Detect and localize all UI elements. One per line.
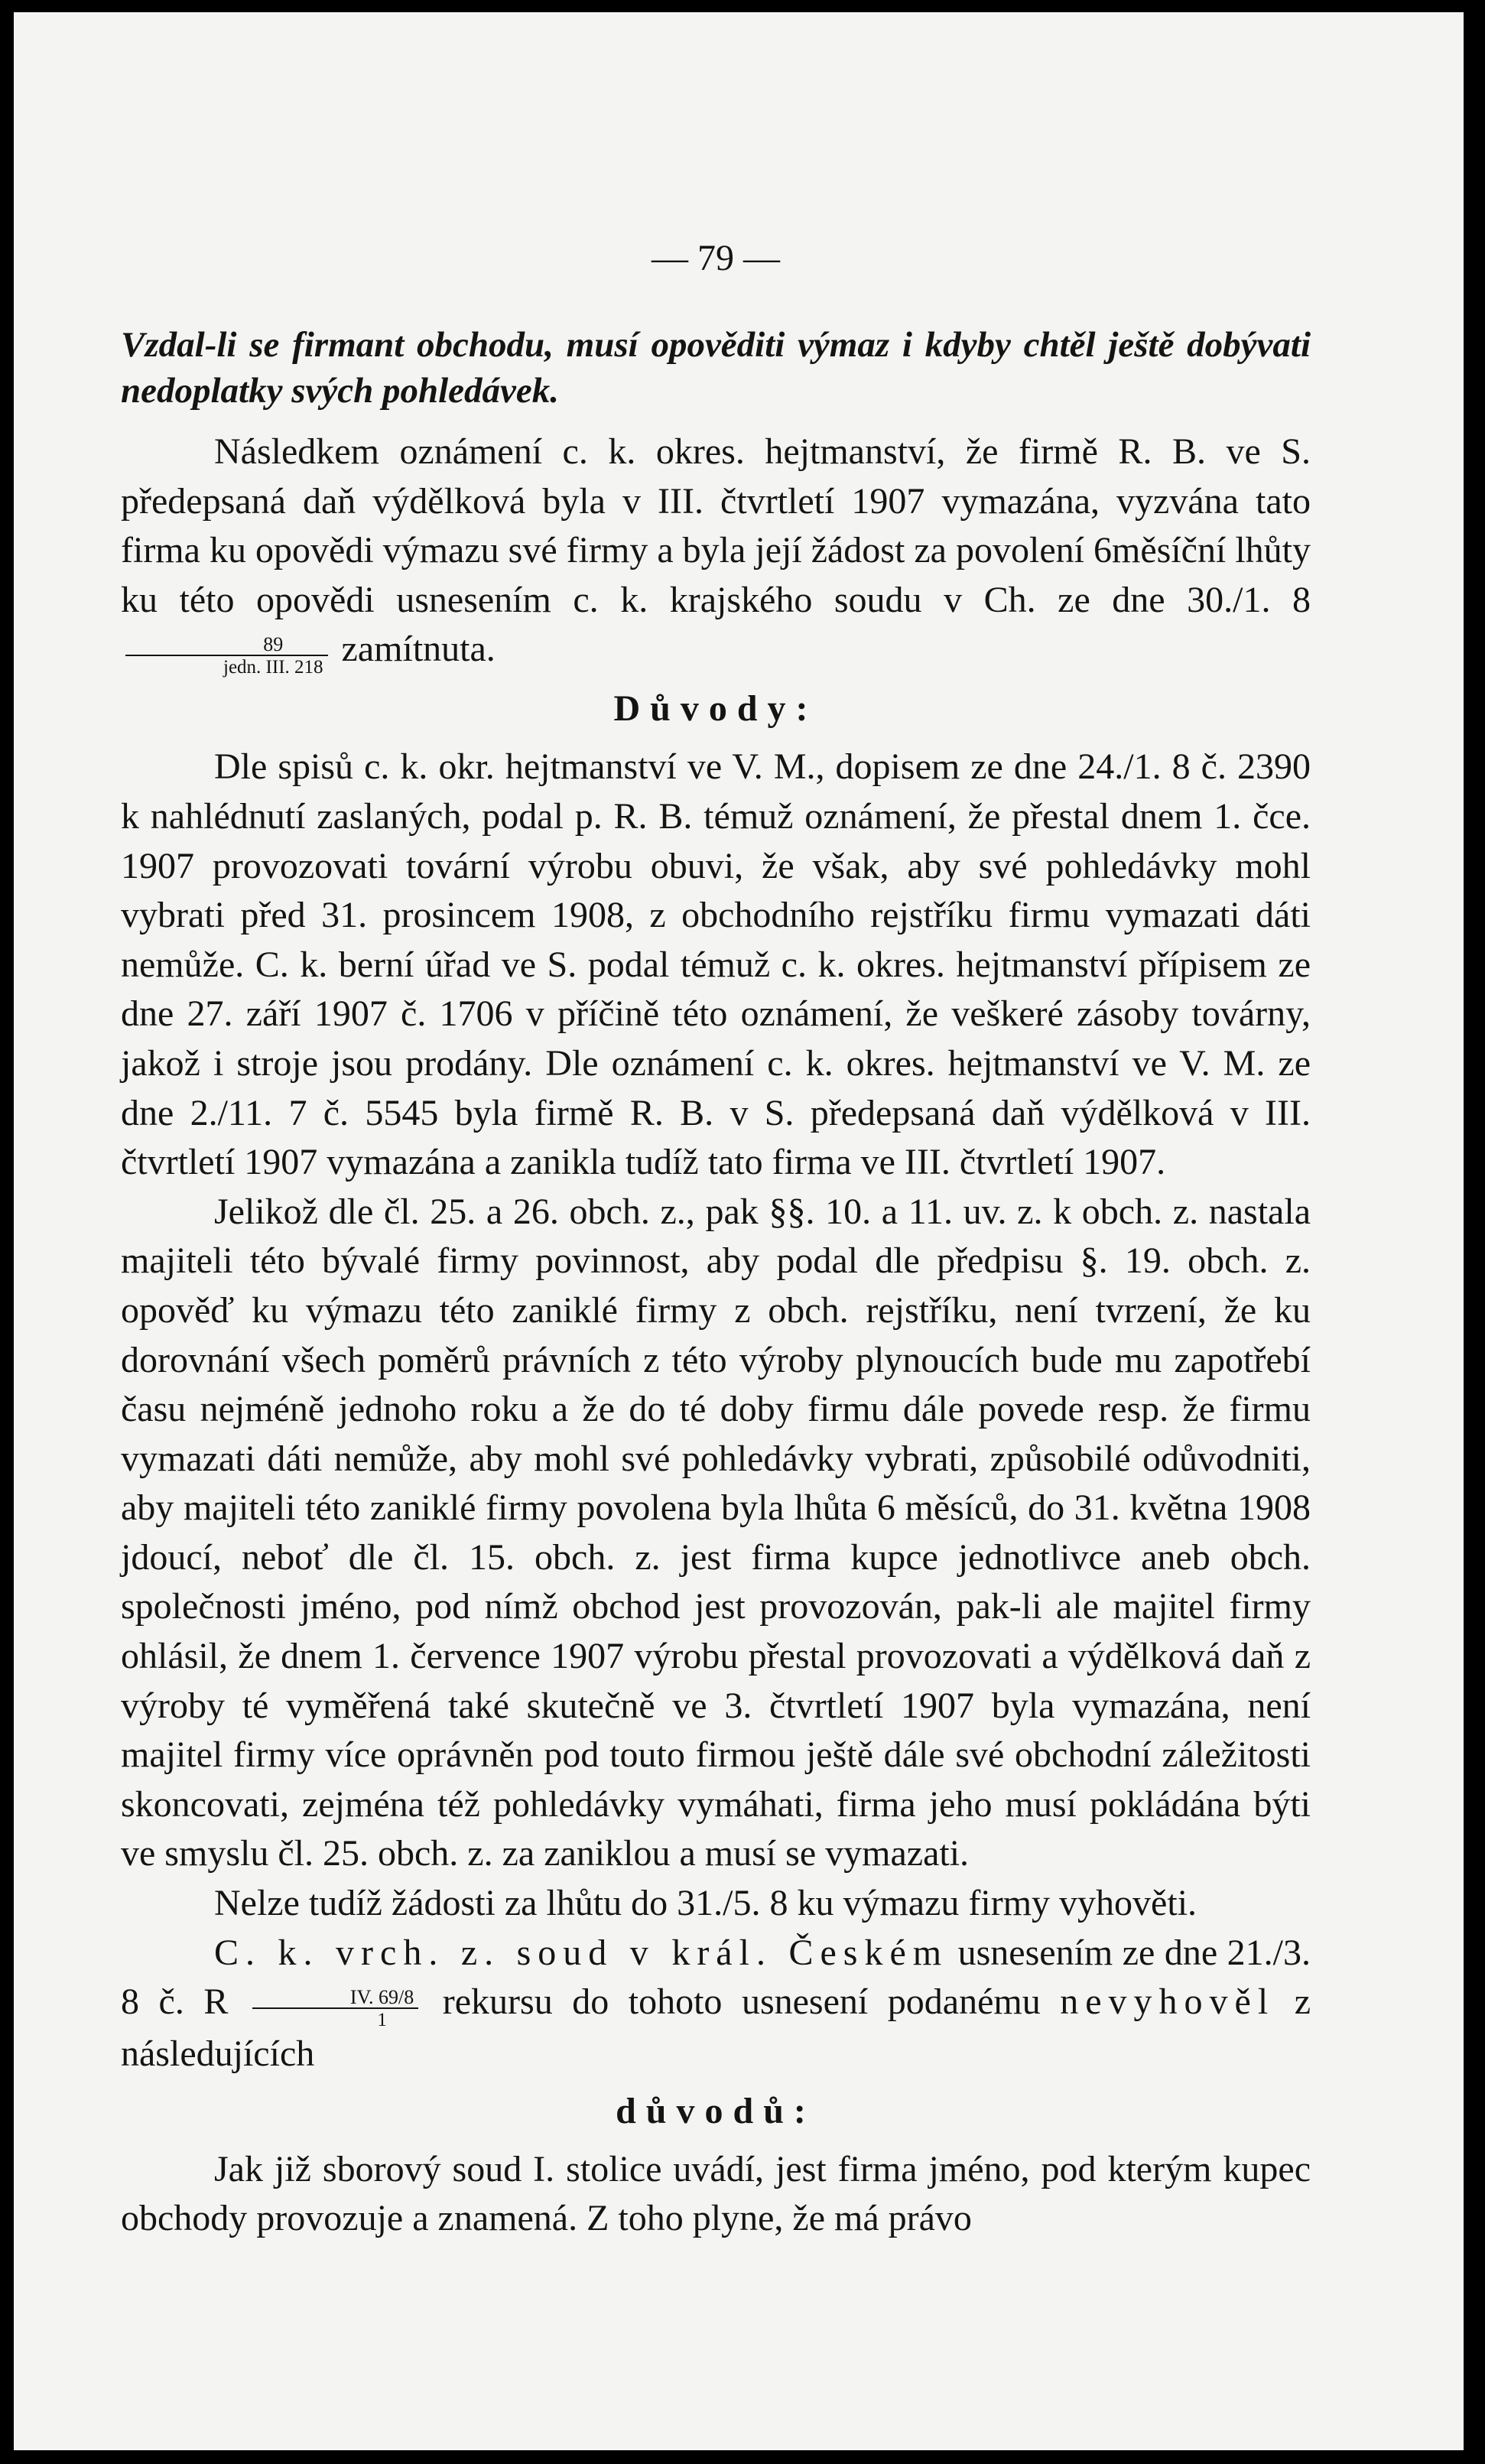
heading-reasons-2: důvodů:	[616, 2090, 816, 2131]
resolution-text-2: rekursu do tohoto usnesení podanému	[442, 1981, 1041, 2023]
fraction-numerator: 89	[263, 633, 284, 656]
section-title: Vzdal-li se firmant obchodu, musí opověditi výmaz i kdyby chtěl ještě dobývati nedoplatky svých pohledávek.	[121, 325, 1311, 411]
paragraph-2: Jelikož dle čl. 25. a 26. obch. z., pak §§. 10. a 11. uv. z. k obch. z. nastala majiteli této bývalé firmy povinnost, aby podal dle předpisu §. 19. obch. z. opověď ku výmazu této zaniklé firmy z obch. rejstříku, není tvrzení, že ku dorovnání všech poměrů právních z této výroby plynoucích bude mu zapotřebí času nejméně jednoho roku a že do té doby firmu dále povede resp. že firmu vymazati dáti nemůže, aby mohl své pohledávky vybrati, způsobilé odůvodniti, aby majiteli této zaniklé firmy povolena byla lhůta 6 měsíců, do 31. května 1908 jdoucí, neboť dle čl. 15. obch. z. jest firma kupce jednotlivce aneb obch. společnosti jméno, pod nímž obchod jest provozován, pak-li ale majitel firmy ohlásil, že dnem 1. července 1907 výrobu přestal provozovati a výdělková daň z výroby té vyměřená také skutečně ve 3. čtvrtletí 1907 byla vymazána, není majitel firmy více oprávněn pod touto firmou ještě dále své obchodní záležitosti skoncovati, zejména též pohledávky vymáhati, firma jeho musí pokládána býti ve smyslu čl. 25. obch. z. za zaniklou a musí se vymazati.	[121, 1191, 1311, 1874]
paragraph-1: Dle spisů c. k. okr. hejtmanství ve V. M., dopisem ze dne 24./1. 8 č. 2390 k nahlédnutí zaslaných, podal p. R. B. témuž oznámení, že přestal dnem 1. čce. 1907 provozovati tovární výrobu obuvi, že však, aby své pohledávky mohl vybrati před 31. prosincem 1908, z obchodního rejstříku firmu vymazati dáti nemůže. C. k. berní úřad ve S. podal témuž c. k. okres. hejtmanství přípisem ze dne 27. září 1907 č. 1706 v příčině této oznámení, že veškeré zásoby továrny, jakož i stroje jsou prodány. Dle oznámení c. k. okres. hejtmanství ve V. M. ze dne 2./11. 7 č. 5545 byla firmě R. B. v S. předepsaná daň výdělková v III. čtvrtletí 1907 vymazána a zanikla tudíž tato firma ve III. čtvrtletí 1907.	[121, 746, 1311, 1183]
page-number: — 79 —	[652, 238, 780, 278]
intro-text: Následkem oznámení c. k. okres. hejtmanství, že firmě R. B. ve S. předepsaná daň výdělková byla v III. čtvrtletí 1907 vymazána, vyzvána tato firma ku opovědi výmazu své firmy a byla její žádost za povolení 6měsíční lhůty ku této opovědi usnesením c. k. krajského soudu v Ch. ze dne 30./1. 8	[121, 431, 1311, 620]
resolution-fraction	[252, 1988, 418, 2030]
fraction-denominator: jedn. III. 218	[125, 655, 328, 677]
file-reference-fraction	[125, 635, 328, 677]
fraction-denominator: 1	[252, 2007, 418, 2030]
book-page	[14, 12, 1464, 2450]
intro-text-end: zamítnuta.	[341, 629, 496, 670]
spaced-verdict: nevyhověl	[1060, 1981, 1275, 2023]
intro-paragraph	[121, 427, 1311, 677]
paragraph-3: Nelze tudíž žádosti za lhůtu do 31./5. 8 ku výmazu firmy vyhověti.	[214, 1883, 1197, 1924]
resolution-text: usnesením ze dne 21./3. 8 č. R	[121, 1932, 1311, 2023]
court-name: C. k. vrch. z. soud v král. Českém	[214, 1932, 949, 1973]
heading-reasons: Důvody:	[613, 688, 818, 730]
paragraph-5: Jak již sborový soud I. stolice uvádí, jest firma jméno, pod kterým kupec obchody provozuje a znamená. Z toho plyne, že má právo	[121, 2148, 1311, 2239]
paragraph-4	[121, 1929, 1311, 2079]
page-content	[121, 226, 1311, 2244]
fraction-numerator: IV. 69/8	[349, 1986, 414, 2009]
resolution-text-end: z následujících	[121, 1981, 1311, 2075]
